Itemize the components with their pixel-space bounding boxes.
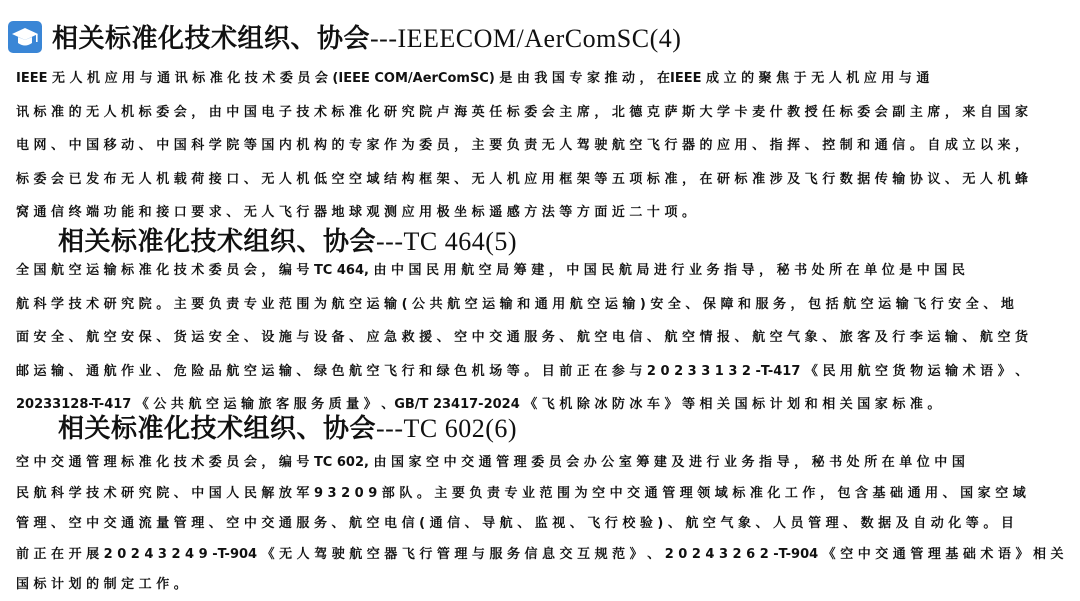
paragraph-line: 民 航 科 学 技 术 研 究 院 、 中 国 人 民 解 放 军 9 3 2 0 9 部 队 。 主 要 负 责 专 业 范 围 为 空 中 交 通 管 理 领 域 标 准 化 工 作 ， 包 含 基 础 通 用 、 国 家 空 域 [16,485,1026,501]
paragraph-line: 前 正 在 开 展 2 0 2 4 3 2 4 9 -T-904 《 无 人 驾 驶 航 空 器 飞 行 管 理 与 服 务 信 息 交 互 规 范 》 、 2 0 2 4 3 2 6 2 -T-904 《 空 中 交 通 管 理 基 础 术 语 》 相 关 [16,546,1064,562]
paragraph-line: 20233128-T-417 《 公 共 航 空 运 输 旅 客 服 务 质 量 》 、GB/T 23417-2024 《 飞 机 除 冰 防 冰 车 》 等 相 关 国 标 计 划 和 相 关 国 家 标 准 。 [16,397,941,412]
paragraph-line: 邮 运 输 、 通 航 作 业 、 危 险 品 航 空 运 输 、 绿 色 航 空 飞 行 和 绿 色 机 场 等 。 目 前 正 在 参 与 2 0 2 3 3 1 3 2 -T-417 《 民 用 航 空 货 物 运 输 术 语 》 、 [16,363,1029,379]
heading-code: ---TC 602(6) [376,414,518,443]
paragraph-line: 标 委 会 已 发 布 无 人 机 载 荷 接 口 、 无 人 机 低 空 空 域 结 构 框 架 、 无 人 机 应 用 框 架 等 五 项 标 准 ， 在 研 标 准 涉 及 飞 行 数 据 传 输 协 议 、 无 人 机 蜂 [16,171,1028,187]
paragraph-ieee [16,62,1066,230]
heading-code: ---TC 464(5) [376,227,518,256]
graduation-cap-icon [8,21,42,53]
paragraph-line: 电 网 、 中 国 移 动 、 中 国 科 学 院 等 国 内 机 构 的 专 家 作 为 委 员 ， 主 要 负 责 无 人 驾 驶 航 空 飞 行 器 的 应 用 、 指 挥 、 控 制 和 通 信 。 自 成 立 以 来 ， [16,138,1028,153]
heading-cn: 相关标准化技术组织、协会 [52,24,371,54]
paragraph-line: 国 标 计 划 的 制 定 工 作 。 [16,577,187,592]
heading-cn: 相关标准化技术组织、协会 [58,414,377,444]
heading-cn: 相关标准化技术组织、协会 [58,227,377,257]
paragraph-line: 管 理 、 空 中 交 通 流 量 管 理 、 空 中 交 通 服 务 、 航 空 电 信 ( 通 信 、 导 航 、 监 视 、 飞 行 校 验 ) 、 航 空 气 象 、 人 员 管 理 、 数 据 及 自 动 化 等 。 目 [16,516,1014,531]
paragraph-line: 窝 通 信 终 端 功 能 和 接 口 要 求 、 无 人 飞 行 器 地 球 观 测 应 用 极 坐 标 遥 感 方 法 等 方 面 近 二 十 项 。 [16,205,695,220]
paragraph-line: 航 科 学 技 术 研 究 院 。 主 要 负 责 专 业 范 围 为 航 空 运 输 ( 公 共 航 空 运 输 和 通 用 航 空 运 输 ) 安 全 、 保 障 和 服 务 ， 包 括 航 空 运 输 飞 行 安 全 、 地 [16,296,1014,312]
paragraph-line: 空 中 交 通 管 理 标 准 化 技 术 委 员 会 ， 编 号 TC 602, 由 国 家 空 中 交 通 管 理 委 员 会 办 公 室 筹 建 及 进 行 业 务 指 导 ， 秘 书 处 所 在 单 位 中 国 [16,455,965,470]
paragraph-line: IEEE 无 人 机 应 用 与 通 讯 标 准 化 技 术 委 员 会 (IEEE COM/AerComSC) 是 由 我 国 专 家 推 动 ， 在IEEE 成 立 的 聚 焦 于 无 人 机 应 用 与 通 [16,71,930,86]
heading-code: ---IEEECOM/AerComSC(4) [370,24,682,53]
paragraph-line: 全 国 航 空 运 输 标 准 化 技 术 委 员 会 ， 编 号 TC 464, 由 中 国 民 用 航 空 局 筹 建 ， 中 国 民 航 局 进 行 业 务 指 导 ， 秘 书 处 所 在 单 位 是 中 国 民 [16,263,965,278]
section-heading-ieee [52,22,681,56]
paragraph-line: 面 安 全 、 航 空 安 保 、 货 运 安 全 、 设 施 与 设 备 、 应 急 救 援 、 空 中 交 通 服 务 、 航 空 电 信 、 航 空 情 报 、 航 空 气 象 、 旅 客 及 行 李 运 输 、 航 空 货 [16,330,1028,345]
paragraph-tc602 [16,448,1066,601]
paragraph-line: 讯 标 准 的 无 人 机 标 委 会 ， 由 中 国 电 子 技 术 标 准 化 研 究 院 卢 海 英 任 标 委 会 主 席 ， 北 德 克 萨 斯 大 学 卡 麦 什 教 授 任 标 委 会 副 主 席 ， 来 自 国 家 [16,104,1028,120]
paragraph-tc464 [16,254,1066,422]
section-heading-tc602 [58,412,517,446]
